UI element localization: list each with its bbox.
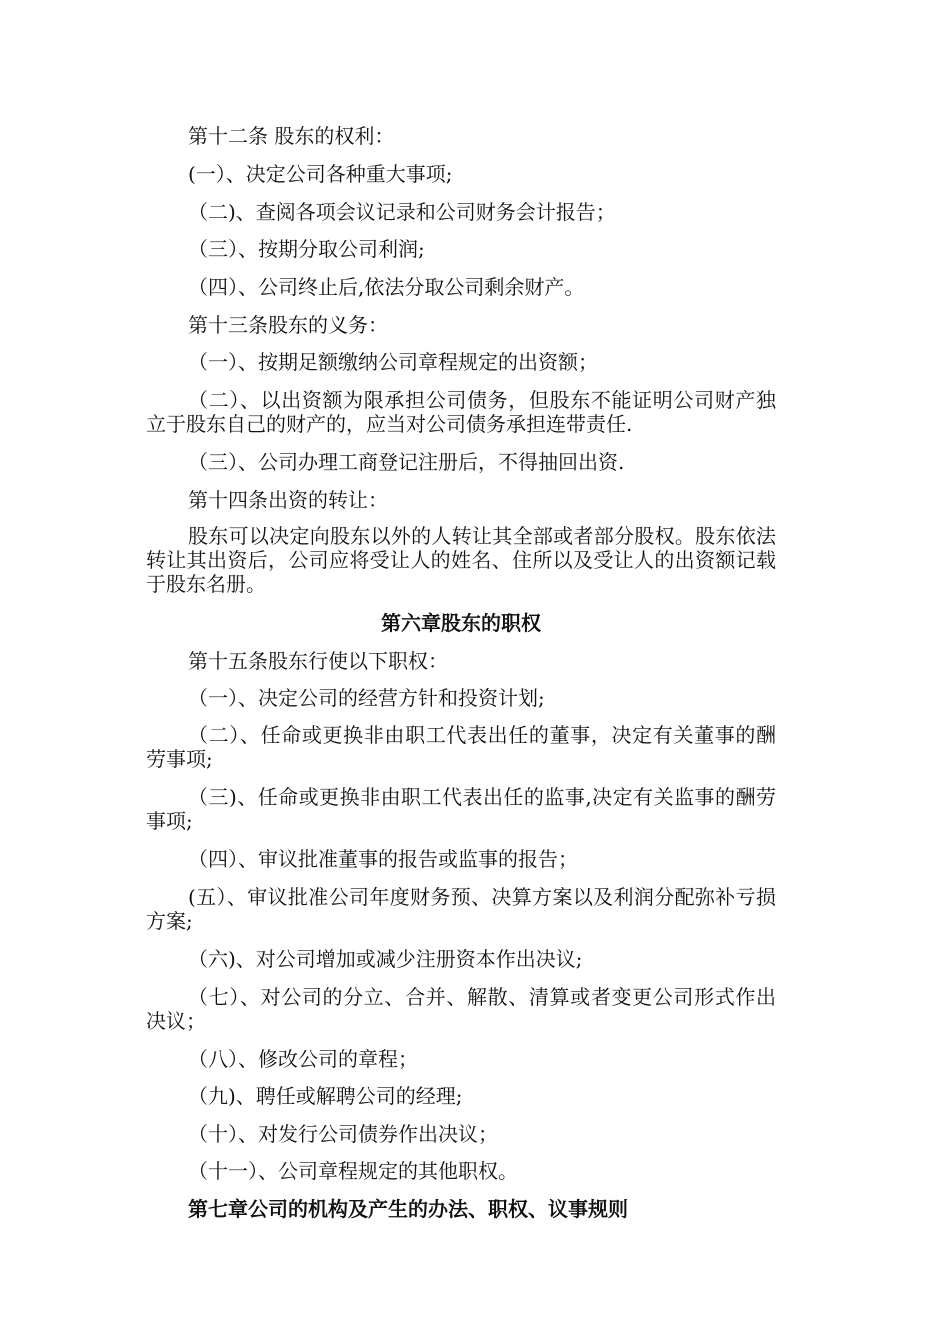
- article-15-title: 第十五条股东行使以下职权：: [188, 649, 448, 673]
- article-12-item-2: （二)、查阅各项会议记录和公司财务会计报告；: [188, 200, 616, 224]
- article-14-title: 第十四条出资的转让：: [188, 488, 388, 512]
- article-15-item-4: （四）、审议批准董事的报告或监事的报告；: [188, 847, 578, 871]
- article-13-item-3: （三）、公司办理工商登记注册后，不得抽回出资.: [188, 450, 625, 474]
- article-15-item-7: （七）、对公司的分立、合并、解散、清算或者变更公司形式作出决议；: [146, 985, 776, 1033]
- chapter-6-heading: 第六章股东的职权: [381, 611, 541, 635]
- article-12-item-3: （三）、按期分取公司利润;: [188, 237, 425, 261]
- article-13-title: 第十三条股东的义务：: [188, 313, 388, 337]
- article-13-item-1: （一）、按期足额缴纳公司章程规定的出资额；: [188, 350, 598, 374]
- article-12-item-1: (一）、决定公司各种重大事项;: [188, 162, 453, 186]
- article-15-item-11: （十一）、公司章程规定的其他职权。: [188, 1159, 518, 1183]
- article-15-item-5: (五）、审议批准公司年度财务预、决算方案以及利润分配弥补亏损方案;: [146, 885, 776, 933]
- article-12-title: 第十二条 股东的权利：: [188, 124, 395, 148]
- chapter-7-heading: 第七章公司的机构及产生的办法、职权、议事规则: [188, 1197, 628, 1221]
- article-15-item-8: （八）、修改公司的章程；: [188, 1047, 418, 1071]
- article-14-body: 股东可以决定向股东以外的人转让其全部或者部分股权。股东依法转让其出资后，公司应将受让人的姓名、住所以及受让人的出资额记载于股东名册。: [146, 524, 776, 596]
- article-15-item-3: （三)、任命或更换非由职工代表出任的监事,决定有关监事的酬劳事项;: [146, 785, 776, 833]
- article-12-item-4: （四）、公司终止后,依法分取公司剩余财产。: [188, 275, 585, 299]
- article-15-item-9: （九)、聘任或解聘公司的经理;: [188, 1084, 463, 1108]
- article-13-item-2: （二）、以出资额为限承担公司债务，但股东不能证明公司财产独立于股东自己的财产的，应当对公司债务承担连带责任.: [146, 388, 776, 436]
- article-15-item-10: （十）、对发行公司债券作出决议；: [188, 1122, 498, 1146]
- article-15-item-2: （二）、任命或更换非由职工代表出任的董事，决定有关董事的酬劳事项;: [146, 723, 776, 771]
- article-15-item-1: （一）、决定公司的经营方针和投资计划;: [188, 686, 545, 710]
- article-15-item-6: （六)、对公司增加或减少注册资本作出决议;: [188, 947, 583, 971]
